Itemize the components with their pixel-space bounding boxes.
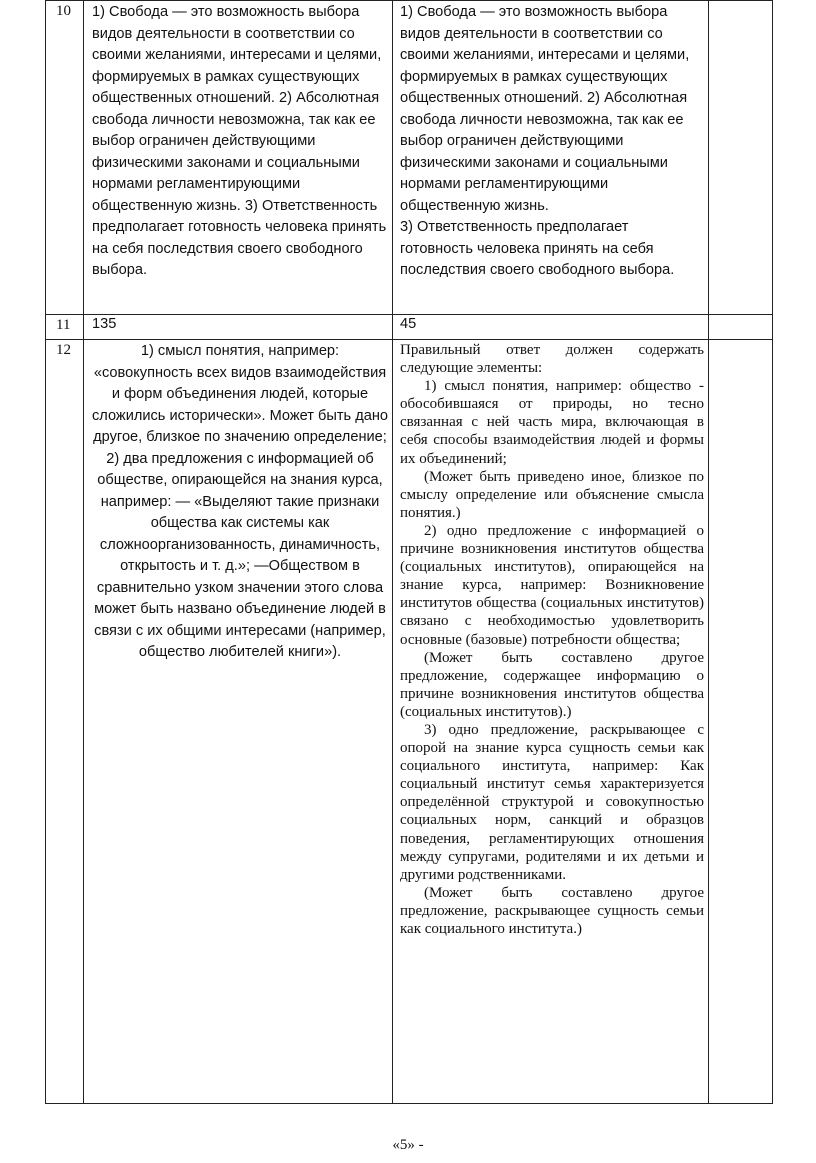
row-number: 10 (46, 1, 84, 315)
criteria-paragraph: 1) смысл понятия, например: общество - обособившаяся от природы, но тесно связанная с ней часть мира, включающая в себя способы взаимодействия людей и формы их объединений; (400, 378, 704, 467)
criteria-text: 3) Ответственность предполагает готовность человека принять на себя последствия своего свободного выбора. (400, 219, 675, 278)
answer-cell: 135 (84, 315, 393, 340)
criteria-paragraph: 2) одно предложение с информацией о причине возникновения институтов общества (социальных институтов), опирающейся на знание курса, например: Возникновение институтов общества (социальных институтов) связано с необходимостью удовлетворить основные (базовые) потребности общества; (400, 522, 704, 648)
empty-cell (709, 340, 773, 1104)
criteria-paragraph: (Может быть составлено другое предложение, раскрывающее сущность семьи как социального института.) (400, 884, 704, 937)
table-row (46, 315, 773, 340)
criteria-paragraph: 3) одно предложение, раскрывающее с опорой на знание курса сущность семьи как социального института, например: Как социальный институт семья характеризуется определённой структурой и совокупностью социальных норм, санкций и образцов поведения, регламентирующих отношения между супругами, родителями и их детьми и другими родственниками. (400, 721, 704, 883)
criteria-paragraph: (Может быть составлено другое предложение, содержащее информацию о причине возникновения институтов общества (социальных институтов).) (400, 649, 704, 720)
row-number: 11 (46, 315, 84, 340)
empty-cell (709, 315, 773, 340)
criteria-paragraph: (Может быть приведено иное, близкое по смыслу определение или объяснение смысла понятия.) (400, 468, 704, 521)
criteria-text: 1) Свобода — это возможность выбора видов деятельности в соответствии со своими желаниями, интересами и целями, формируемых в рамках существующих общественных отношений. 2) Абсолютная свобода личности невозможна, так как ее выбор ограничен действующими физическими законами и социальными нормами регламентирующими общественную жизнь. (400, 4, 690, 214)
criteria-cell (393, 340, 709, 1104)
table-row (46, 1, 773, 315)
empty-cell (709, 1, 773, 315)
criteria-cell: 45 (393, 315, 709, 340)
answer-cell: 1) смысл понятия, например: «совокупность всех видов взаимодействия и форм объединения людей, которые сложились исторически». Может быть дано другое, близкое по значению определение; 2) два предложения с информацией об обществе, опирающейся на знания курса, например: — «Выделяют такие признаки общества как системы как сложноорганизованность, динамичность, открытость и т. д.»; —Обществом в сравнительно узком значении этого слова может быть названо объединение людей в связи с их общими интересами (например, общество любителей книги»). (84, 340, 393, 1104)
answers-table (45, 0, 773, 1104)
criteria-cell (393, 1, 709, 315)
table-row (46, 340, 773, 1104)
page-number: «5» - (392, 1137, 424, 1153)
criteria-paragraph: Правильный ответ должен содержать следующие элементы: (400, 342, 704, 377)
row-number: 12 (46, 340, 84, 1104)
answer-cell: 1) Свобода — это возможность выбора видов деятельности в соответствии со своими желаниями, интересами и целями, формируемых в рамках существующих общественных отношений. 2) Абсолютная свобода личности невозможна, так как ее выбор ограничен действующими физическими законами и социальными нормами регламентирующими общественную жизнь. 3) Ответственность предполагает готовность человека принять на себя последствия своего свободного выбора. (84, 1, 393, 315)
